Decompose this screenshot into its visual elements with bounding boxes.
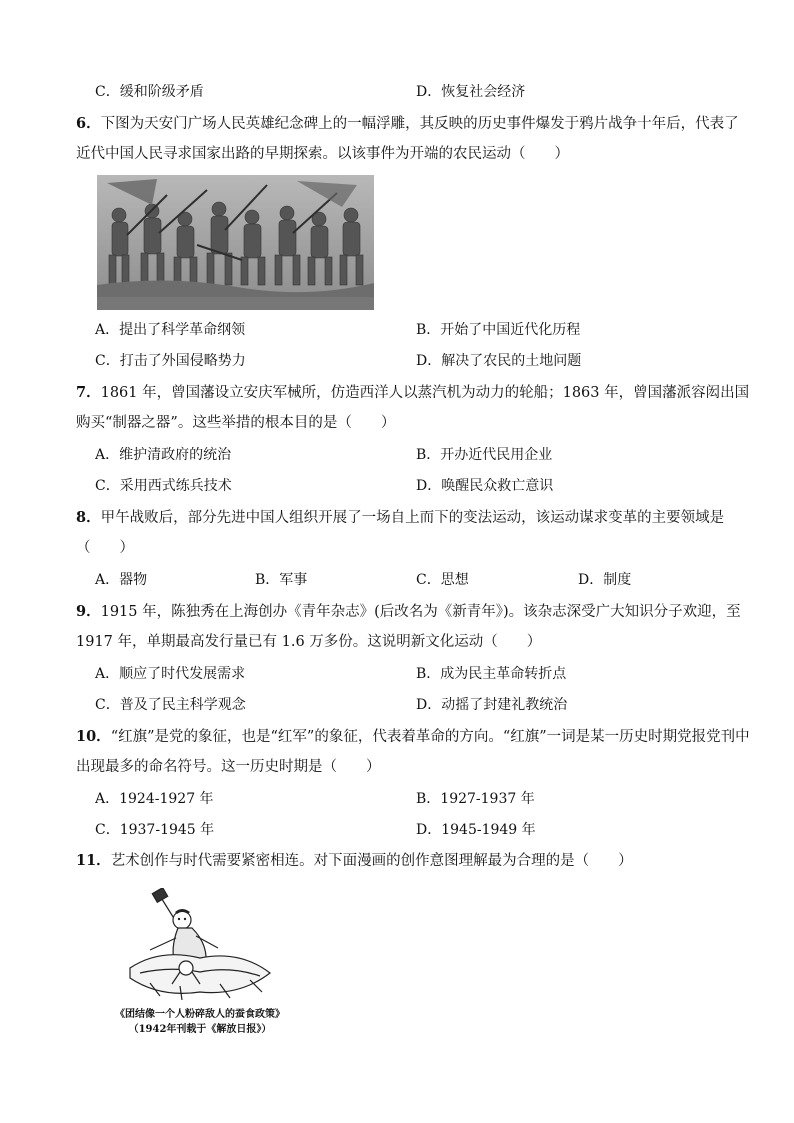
stone-relief-image [97,175,374,310]
q7-option-a[interactable]: A．维护清政府的统治 [95,447,232,463]
q9-text1: 1915 年，陈独秀在上海创办《青年杂志》(后改名为《新青年》)。该杂志深受广大知识分子欢迎，至 [100,604,741,620]
q7-stem-line2: 购买“制器之器”。这些举措的根本目的是（ ） [76,415,396,431]
q10-option-c[interactable]: C．1937-1945 年 [95,822,215,838]
q7-option-c[interactable]: C．采用西式练兵技术 [95,478,232,494]
q10-option-b[interactable]: B．1927-1937 年 [416,791,535,807]
q6-stem-line1 [76,114,739,134]
q8-stem-line1 [76,508,724,528]
q6-text1: 下图为天安门广场人民英雄纪念碑上的一幅浮雕，其反映的历史事件爆发于鸦片战争十年后，代表了 [100,116,739,132]
q9-stem-line2: 1917 年，单期最高发行量已有 1.6 万多份。这说明新文化运动（ ） [76,634,542,650]
q9-option-a[interactable]: A．顺应了时代发展需求 [95,666,246,682]
q9-option-d[interactable]: D．动摇了封建礼教统治 [416,697,568,713]
q10-stem-line2: 出现最多的命名符号。这一历史时期是（ ） [76,759,381,775]
q7-number: 7． [76,384,101,401]
q11-text1: 艺术创作与时代需要紧密相连。对下面漫画的创作意图理解最为合理的是（ ） [110,853,633,869]
q7-option-b[interactable]: B．开办近代民用企业 [416,447,553,463]
propaganda-cartoon-image [120,888,280,1003]
cartoon-caption-source: （1942年刊载于《解放日报》） [128,1024,272,1035]
q8-option-b[interactable]: B．军事 [255,572,308,588]
q8-option-c[interactable]: C．思想 [416,572,469,588]
q7-option-d[interactable]: D．唤醒民众救亡意识 [416,478,554,494]
q9-stem-line1 [76,602,741,622]
q8-text1: 甲午战败后，部分先进中国人组织开展了一场自上而下的变法运动，该运动谋求变革的主要领域是 [100,510,725,526]
q11-number: 11． [76,852,111,869]
q10-stem-line1 [76,727,750,747]
q9-option-b[interactable]: B．成为民主革命转折点 [416,666,567,682]
q10-option-d[interactable]: D．1945-1949 年 [416,822,536,838]
q6-option-d[interactable]: D．解决了农民的土地问题 [416,353,582,369]
q7-text1: 1861 年，曾国藩设立安庆军械所，仿造西洋人以蒸汽机为动力的轮船；1863 年，曾国藩派容闳出国 [100,385,750,401]
q5-option-c[interactable]: C．缓和阶级矛盾 [95,84,204,100]
q6-stem-line2: 近代中国人民寻求国家出路的早期探索。以该事件为开端的农民运动（ ） [76,146,569,162]
q8-option-a[interactable]: A．器物 [95,572,148,588]
q8-stem-line2: （ ） [76,540,134,556]
q6-number: 6． [76,115,101,132]
q11-stem-line1 [76,851,633,871]
q6-option-c[interactable]: C．打击了外国侵略势力 [95,353,246,369]
q8-option-d[interactable]: D．制度 [578,572,632,588]
q10-option-a[interactable]: A．1924-1927 年 [95,791,214,807]
q8-number: 8． [76,509,101,526]
q9-option-c[interactable]: C．普及了民主科学观念 [95,697,246,713]
q9-number: 9． [76,603,101,620]
q7-stem-line1 [76,383,749,403]
q5-option-d[interactable]: D．恢复社会经济 [416,84,526,100]
q10-text1: “红旗”是党的象征，也是“红军”的象征，代表着革命的方向。“红旗”一词是某一历史时期党报党刊中 [110,729,750,745]
q6-option-a[interactable]: A．提出了科学革命纲领 [95,322,246,338]
cartoon-caption-title: 《团结像一个人粉碎敌人的蚕食政策》 [115,1009,285,1020]
q10-number: 10． [76,728,111,745]
q6-option-b[interactable]: B．开始了中国近代化历程 [416,322,581,338]
